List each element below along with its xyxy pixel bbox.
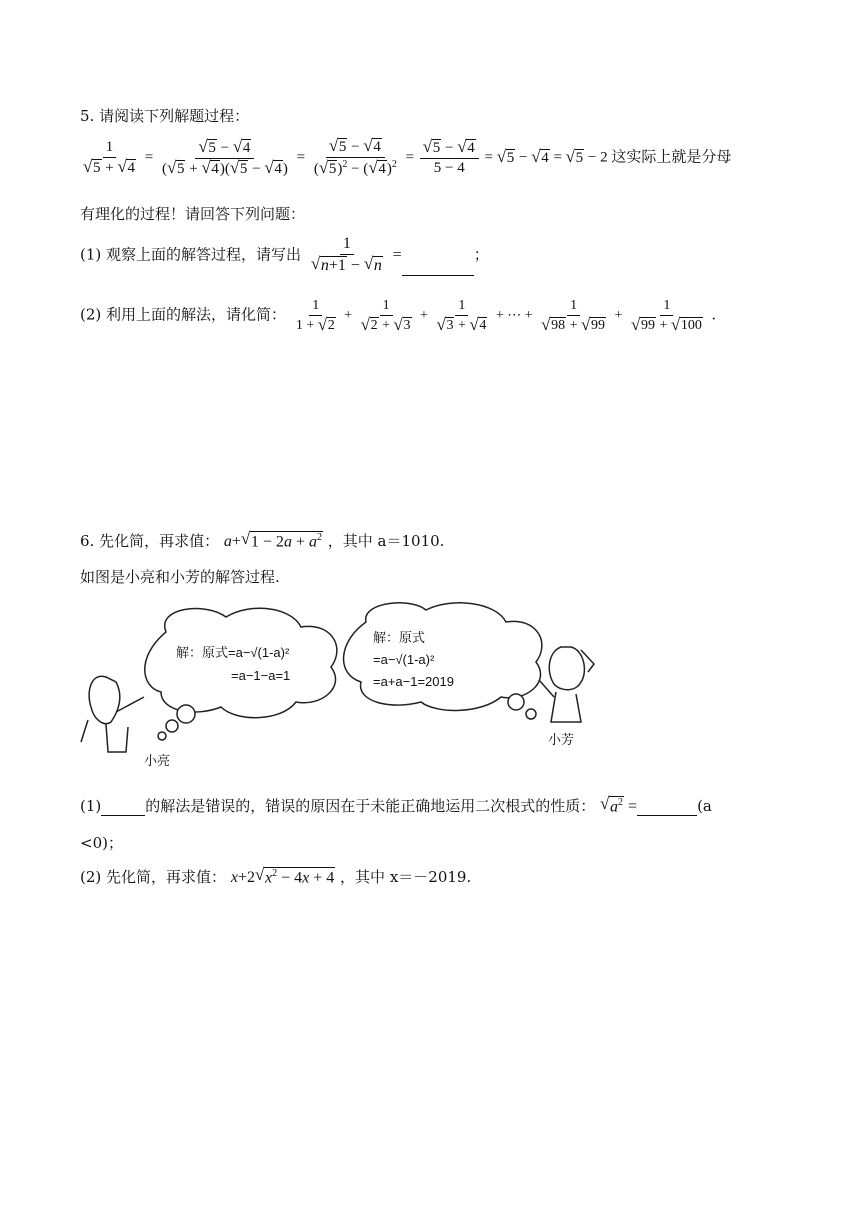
xiaoliang-figure [81, 676, 144, 752]
q6-part2: (2) 先化简，再求值： x+2√ $x^2 - 4x + 4$ ，其中 x＝－2019. [80, 866, 471, 887]
right-line-2: =a−√(1-a)² [373, 652, 435, 667]
answer-blank-q6-value[interactable] [637, 815, 697, 816]
q5-part2-prefix: (2) 利用上面的解法，请化简： [80, 305, 287, 324]
left-thought-bubble [145, 608, 337, 717]
right-line-3: =a+a−1=2019 [373, 674, 454, 689]
left-line-1: 解：原式=a−√(1-a)² [176, 645, 290, 660]
q6-part1-cont: <0)； [80, 834, 123, 852]
answer-blank-q5-1[interactable] [402, 275, 474, 276]
q5-tail2: 有理化的过程！请回答下列问题： [80, 205, 306, 223]
q6-stem: 6. 先化简，再求值： a+√ $1 - 2a + a^2$ ，其中 a＝1010. [80, 530, 444, 551]
solution-cartoon [76, 602, 636, 772]
q5-part1-prefix: (1) 观察上面的解答过程，请写出 [80, 245, 302, 264]
q5-part2: (2) 利用上面的解法，请化简： $\frac{1}{1 + √ 2}$ + 1 √ 2 + √ 3 + 1 √ 3 + √ 4 + ⋯ + 1 √ 98 + √ 99 + 1 √ 99 + √ 100 . [80, 298, 716, 334]
q5-stem: 5. 请阅读下列解题过程： [80, 107, 250, 125]
right-line-1: 解：原式 [373, 630, 426, 645]
q6-intro: 如图是小亮和小芳的解答过程. [80, 568, 280, 586]
answer-blank-q6-name[interactable] [101, 815, 145, 816]
xiaofang-label: 小芳 [548, 732, 575, 747]
xiaofang-figure [539, 647, 594, 722]
xiaoliang-label: 小亮 [144, 753, 171, 768]
left-line-2: =a−1−a=1 [231, 668, 291, 683]
q5-part1: (1) 观察上面的解答过程，请写出 1 √ n+1 − √ n = ； [80, 235, 489, 276]
q5-derivation: 1 √ 5 + √ 4 = √ $\frac{5 - √ 4}{(√ 5 + √ 4)(√ 5 - √ 4)}$ = √ $\frac{5 - √ 4}{(√ 5)^2 - (√ 4)^2}$ = √ $\frac{5 - √ 4}{5 - 4}$ = √ 5 − √ 4 = √ 5 − 2 这实际上就是分母 [78, 138, 731, 179]
q6-part1: (1) 的解法是错误的，错误的原因在于未能正确地运用二次根式的性质： √ $a^2 = (a$ [80, 795, 712, 816]
q5-tail1: 这实际上就是分母 [611, 147, 732, 166]
